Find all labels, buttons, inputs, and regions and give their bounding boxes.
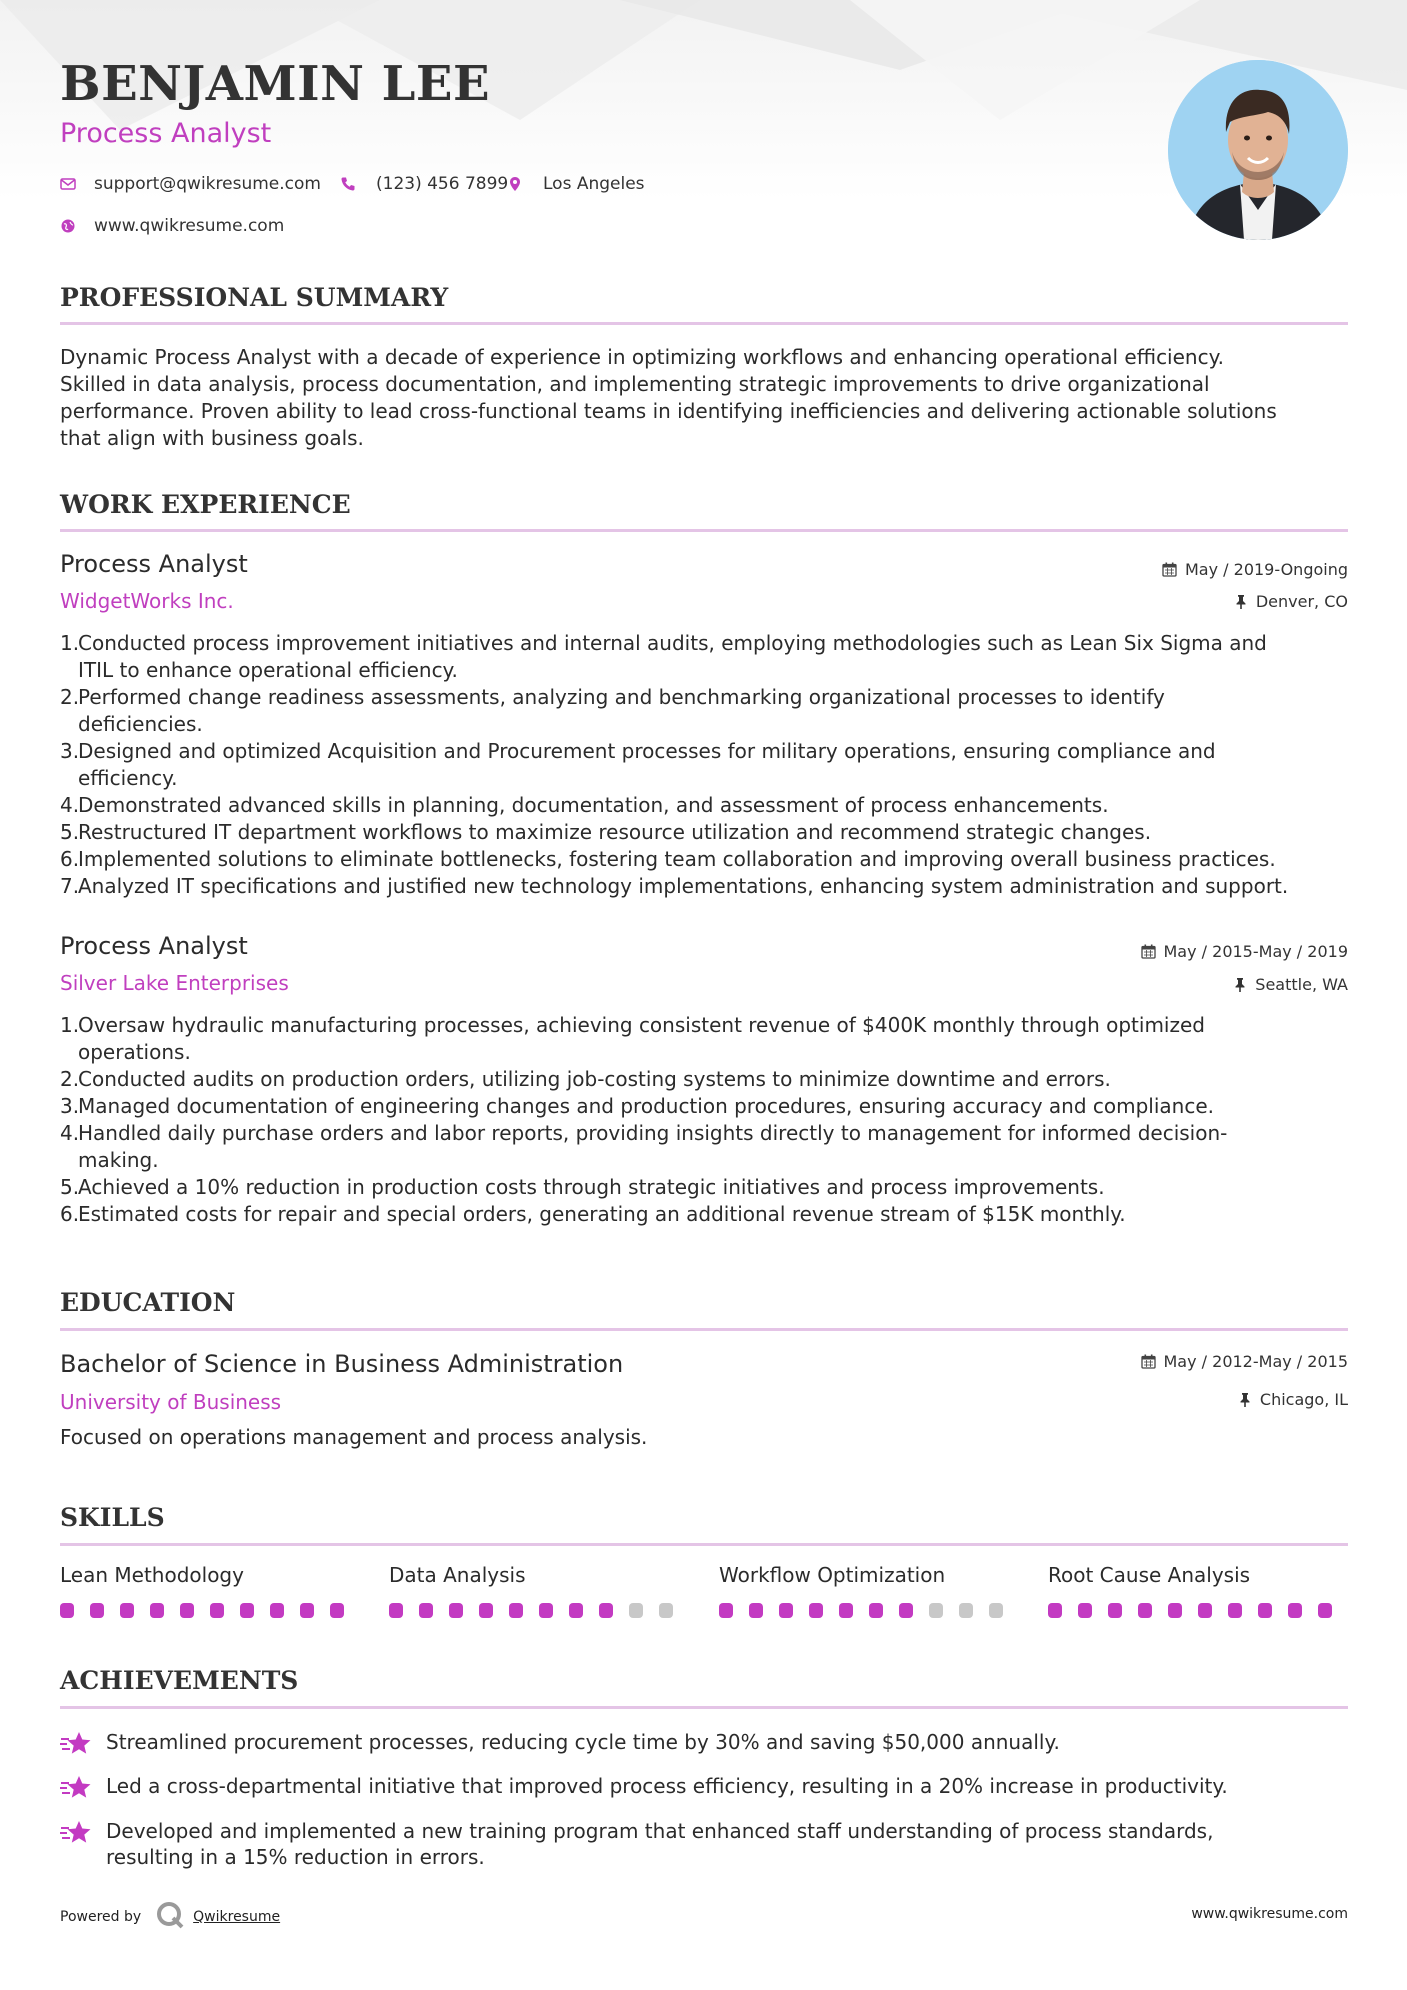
job-location — [1234, 592, 1348, 611]
rating-dot-filled — [1138, 1603, 1152, 1618]
rating-dot-filled — [539, 1603, 553, 1618]
pushpin-icon — [1233, 977, 1247, 992]
star-icon — [60, 1818, 106, 1870]
education-location — [1238, 1390, 1348, 1409]
bullet-number: 4. — [60, 1121, 80, 1145]
skill-name: Root Cause Analysis — [1048, 1563, 1251, 1587]
location-text: Los Angeles — [543, 174, 645, 194]
bullet-number: 6. — [60, 847, 80, 871]
summary-rule — [60, 322, 1348, 325]
rating-dot-filled — [509, 1603, 523, 1618]
bullet-number: 2. — [60, 685, 80, 709]
bullet-text: making. — [78, 1148, 159, 1172]
summary-line: Dynamic Process Analyst with a decade of experience in optimizing workflows and enhancing operational efficiency. — [60, 345, 1224, 369]
rating-dot-filled — [779, 1603, 793, 1618]
bullet-text: Conducted audits on production orders, utilizing job-costing systems to minimize downtime and errors. — [78, 1067, 1111, 1091]
bullet-text: Handled daily purchase orders and labor reports, providing insights directly to management for informed decision- — [78, 1121, 1228, 1145]
calendar-icon — [1141, 1354, 1156, 1369]
achievement-text: Streamlined procurement processes, reducing cycle time by 30% and saving $50,000 annually. — [106, 1730, 1060, 1754]
rating-dot-empty — [659, 1603, 673, 1618]
contact-website[interactable] — [60, 216, 284, 236]
bullet-number: 1. — [60, 631, 80, 655]
contact-location — [507, 174, 645, 194]
rating-dot-filled — [809, 1603, 823, 1618]
rating-dot-filled — [869, 1603, 883, 1618]
rating-dot-filled — [150, 1603, 164, 1618]
job-role: Process Analyst — [60, 550, 248, 578]
rating-dot-filled — [1048, 1603, 1062, 1618]
list-item — [60, 1174, 1350, 1201]
rating-dot-empty — [629, 1603, 643, 1618]
list-item — [60, 846, 1350, 873]
experience-heading: WORK EXPERIENCE — [60, 490, 351, 519]
skill-rating — [1048, 1603, 1348, 1618]
rating-dot-filled — [599, 1603, 613, 1618]
achievements-rule — [60, 1706, 1348, 1709]
contact-phone[interactable] — [340, 174, 508, 194]
bullet-text: Conducted process improvement initiatives and internal audits, employing methodologies such as Lean Six Sigma and — [78, 631, 1267, 655]
map-pin-icon — [507, 176, 523, 192]
rating-dot-filled — [569, 1603, 583, 1618]
job-location-text: Seattle, WA — [1255, 975, 1348, 994]
footer-powered-by — [60, 1900, 280, 1934]
rating-dot-empty — [929, 1603, 943, 1618]
list-item — [60, 1201, 1350, 1228]
rating-dot-filled — [330, 1603, 344, 1618]
bullet-text: ITIL to enhance operational efficiency. — [78, 658, 458, 682]
rating-dot-filled — [60, 1603, 74, 1618]
list-item — [60, 819, 1350, 846]
rating-dot-filled — [449, 1603, 463, 1618]
rating-dot-filled — [719, 1603, 733, 1618]
rating-dot-filled — [270, 1603, 284, 1618]
candidate-title: Process Analyst — [60, 118, 272, 149]
rating-dot-filled — [1318, 1603, 1332, 1618]
rating-dot-filled — [419, 1603, 433, 1618]
powered-by-label: Powered by — [60, 1909, 142, 1925]
job-bullets — [60, 1012, 1350, 1228]
skill-rating — [60, 1603, 360, 1618]
education-rule — [60, 1328, 1348, 1331]
bullet-text: deficiencies. — [78, 712, 203, 736]
bullet-number: 1. — [60, 1013, 80, 1037]
rating-dot-filled — [479, 1603, 493, 1618]
list-item — [60, 684, 1350, 738]
qwikresume-link[interactable]: Qwikresume — [193, 1909, 281, 1925]
rating-dot-filled — [749, 1603, 763, 1618]
summary-line: that align with business goals. — [60, 426, 364, 450]
rating-dot-filled — [899, 1603, 913, 1618]
rating-dot-filled — [1198, 1603, 1212, 1618]
job-dates — [1162, 560, 1348, 579]
skill-rating — [719, 1603, 1019, 1618]
list-item — [60, 1093, 1350, 1120]
bullet-text: Implemented solutions to eliminate bottlenecks, fostering team collaboration and improving overall business practices. — [78, 847, 1276, 871]
list-item — [60, 1066, 1350, 1093]
job-role: Process Analyst — [60, 932, 248, 960]
rating-dot-filled — [1078, 1603, 1092, 1618]
bullet-number: 6. — [60, 1202, 80, 1226]
bullet-text: Restructured IT department workflows to maximize resource utilization and recommend strategic changes. — [78, 820, 1152, 844]
skills-rule — [60, 1543, 1348, 1546]
footer-website[interactable]: www.qwikresume.com — [1191, 1906, 1348, 1922]
summary-line: performance. Proven ability to lead cross-functional teams in identifying inefficiencies and delivering actionable solutions — [60, 399, 1277, 423]
education-dates-text: May / 2012-May / 2015 — [1163, 1352, 1348, 1371]
rating-dot-empty — [959, 1603, 973, 1618]
list-item — [60, 630, 1350, 684]
rating-dot-empty — [989, 1603, 1003, 1618]
job-bullets — [60, 630, 1350, 900]
achievement-item — [60, 1729, 1350, 1763]
bullet-number: 3. — [60, 739, 80, 763]
bullet-number: 7. — [60, 874, 80, 898]
bullet-text: Performed change readiness assessments, analyzing and benchmarking organizational processes to identify — [78, 685, 1165, 709]
bullet-number: 3. — [60, 1094, 80, 1118]
bullet-number: 5. — [60, 820, 80, 844]
job-company: Silver Lake Enterprises — [60, 971, 289, 995]
candidate-name: BENJAMIN LEE — [60, 56, 491, 112]
achievement-text: Developed and implemented a new training program that enhanced staff understanding of process standards, — [106, 1819, 1214, 1843]
job-dates-text: May / 2015-May / 2019 — [1163, 942, 1348, 961]
rating-dot-filled — [1288, 1603, 1302, 1618]
experience-rule — [60, 529, 1348, 532]
skill-item — [1048, 1563, 1348, 1618]
rating-dot-filled — [90, 1603, 104, 1618]
bullet-number: 2. — [60, 1067, 80, 1091]
skill-item — [389, 1563, 689, 1618]
pushpin-icon — [1234, 594, 1248, 609]
bullet-text: Managed documentation of engineering changes and production procedures, ensuring accuracy and compliance. — [78, 1094, 1214, 1118]
summary-heading: PROFESSIONAL SUMMARY — [60, 283, 449, 312]
bullet-text: operations. — [78, 1040, 191, 1064]
list-item — [60, 792, 1350, 819]
bullet-number: 4. — [60, 793, 80, 817]
bullet-text: Oversaw hydraulic manufacturing processes, achieving consistent revenue of $400K monthly through optimized — [78, 1013, 1205, 1037]
education-heading: EDUCATION — [60, 1288, 236, 1317]
profile-photo — [1168, 60, 1348, 240]
job-dates-text: May / 2019-Ongoing — [1185, 560, 1348, 579]
skill-name: Workflow Optimization — [719, 1563, 946, 1587]
email-text: support@qwikresume.com — [94, 174, 321, 194]
website-text: www.qwikresume.com — [94, 216, 285, 236]
rating-dot-filled — [1228, 1603, 1242, 1618]
bullet-text: Designed and optimized Acquisition and Procurement processes for military operations, ensuring compliance and — [78, 739, 1216, 763]
rating-dot-filled — [240, 1603, 254, 1618]
rating-dot-filled — [120, 1603, 134, 1618]
rating-dot-filled — [1168, 1603, 1182, 1618]
education-location-text: Chicago, IL — [1259, 1390, 1348, 1409]
skill-name: Data Analysis — [389, 1563, 526, 1587]
achievements-heading: ACHIEVEMENTS — [60, 1666, 299, 1695]
summary-text — [60, 344, 1340, 452]
phone-icon — [340, 176, 356, 192]
job-location-text: Denver, CO — [1255, 592, 1348, 611]
bullet-text: efficiency. — [78, 766, 178, 790]
achievement-text: resulting in a 15% reduction in errors. — [106, 1845, 485, 1869]
achievement-item — [60, 1773, 1350, 1807]
bullet-text: Demonstrated advanced skills in planning, documentation, and assessment of process enhancements. — [78, 793, 1109, 817]
rating-dot-filled — [1108, 1603, 1122, 1618]
star-icon — [60, 1729, 106, 1763]
star-icon — [60, 1773, 106, 1807]
skill-rating — [389, 1603, 689, 1618]
bullet-text: Analyzed IT specifications and justified new technology implementations, enhancing system administration and support. — [78, 874, 1289, 898]
list-item — [60, 1120, 1350, 1174]
rating-dot-filled — [300, 1603, 314, 1618]
bullet-number: 5. — [60, 1175, 80, 1199]
contact-email[interactable] — [60, 174, 321, 194]
rating-dot-filled — [210, 1603, 224, 1618]
rating-dot-filled — [1258, 1603, 1272, 1618]
rating-dot-filled — [180, 1603, 194, 1618]
calendar-icon — [1162, 562, 1177, 577]
skills-heading: SKILLS — [60, 1503, 165, 1532]
skill-item — [719, 1563, 1019, 1618]
job-company: WidgetWorks Inc. — [60, 589, 234, 613]
bullet-text: Achieved a 10% reduction in production costs through strategic initiatives and process improvements. — [78, 1175, 1105, 1199]
qwikresume-logo-icon — [155, 1900, 185, 1934]
job-dates — [1141, 942, 1349, 961]
list-item — [60, 738, 1350, 792]
list-item — [60, 873, 1350, 900]
education-description: Focused on operations management and process analysis. — [60, 1425, 648, 1449]
skill-name: Lean Methodology — [60, 1563, 244, 1587]
achievement-text: Led a cross-departmental initiative that improved process efficiency, resulting in a 20% increase in productivity. — [106, 1774, 1228, 1798]
globe-icon — [60, 218, 76, 234]
skill-item — [60, 1563, 360, 1618]
job-location — [1233, 975, 1348, 994]
list-item — [60, 1012, 1350, 1066]
phone-text: (123) 456 7899 — [376, 174, 509, 194]
school-name: University of Business — [60, 1390, 282, 1414]
pushpin-icon — [1238, 1392, 1252, 1407]
achievement-item — [60, 1818, 1350, 1870]
calendar-icon — [1141, 944, 1156, 959]
summary-line: Skilled in data analysis, process documentation, and implementing strategic improvements to drive organizational — [60, 372, 1210, 396]
education-dates — [1141, 1352, 1349, 1371]
envelope-icon — [60, 176, 76, 192]
bullet-text: Estimated costs for repair and special orders, generating an additional revenue stream of $15K monthly. — [78, 1202, 1126, 1226]
rating-dot-filled — [389, 1603, 403, 1618]
degree-title: Bachelor of Science in Business Administration — [60, 1350, 624, 1378]
rating-dot-filled — [839, 1603, 853, 1618]
